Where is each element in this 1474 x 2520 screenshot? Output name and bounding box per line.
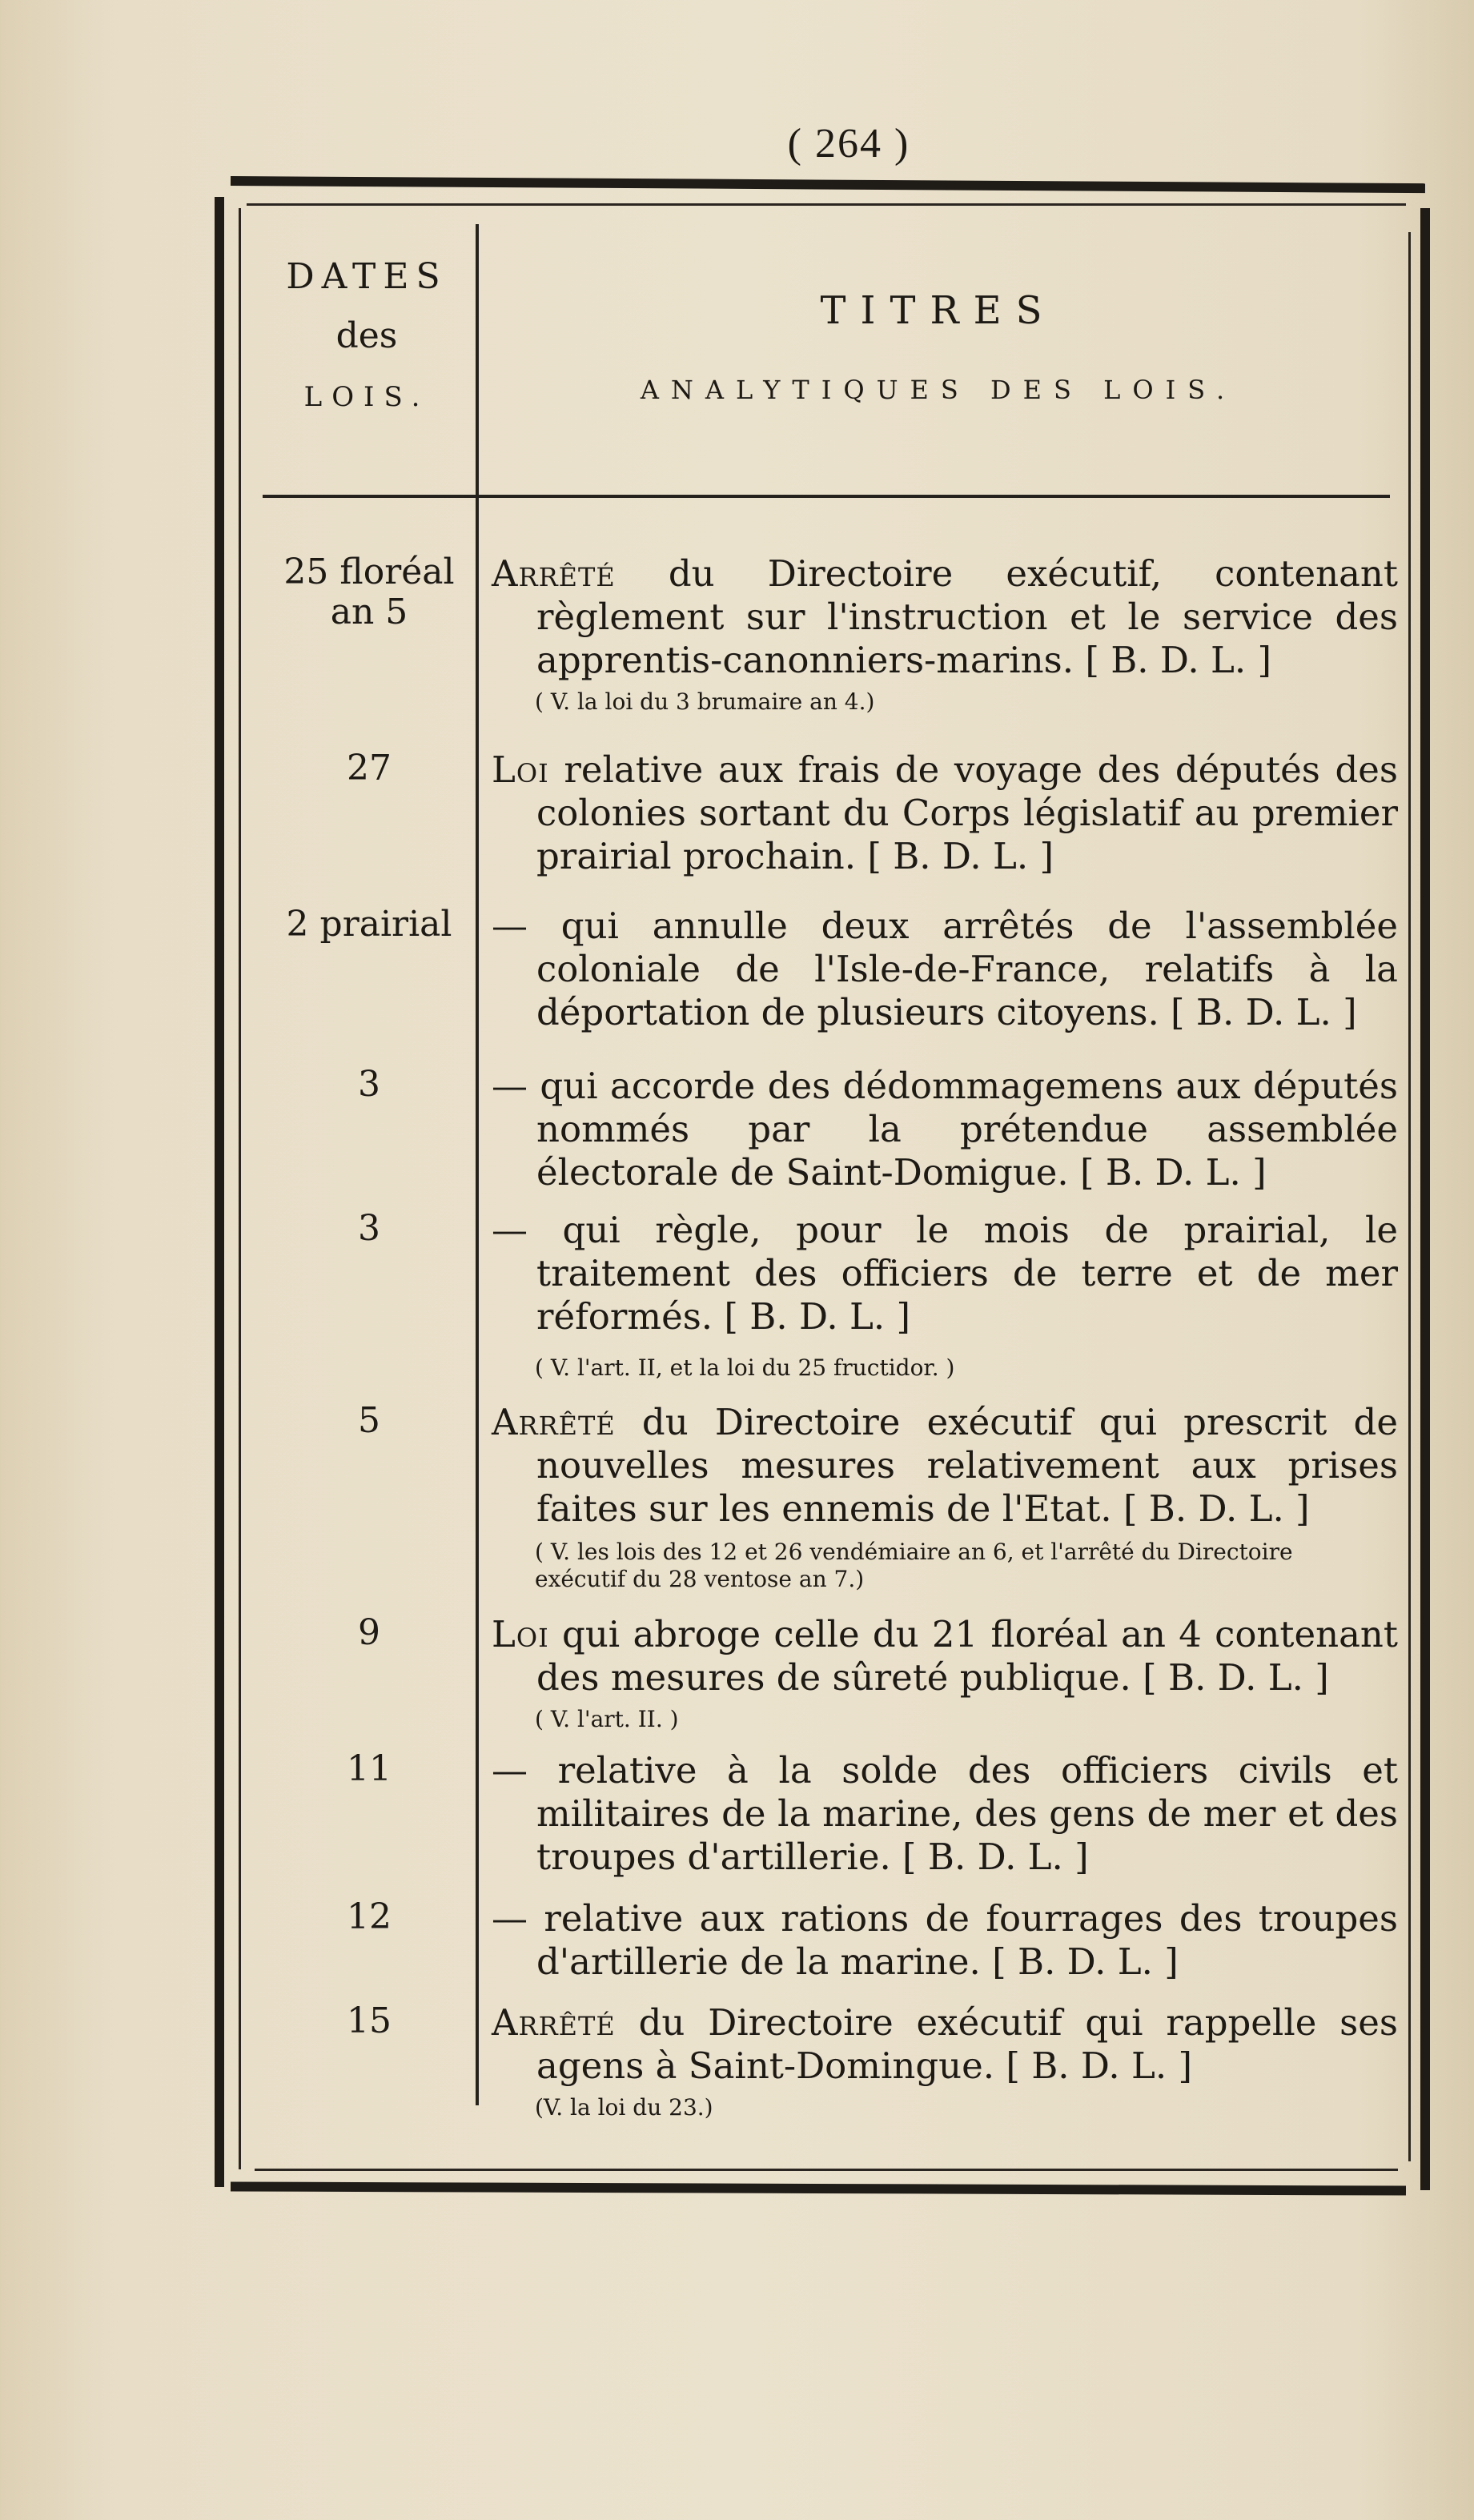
frame-rule-top [231,176,1425,193]
entry-text: — qui règle, pour le mois de prairial, le traitement des officiers de terre et de mer réformés. [ B. D. L. ] [492,1209,1398,1338]
entry-lead: Arrêté [492,2001,616,2044]
entry-date: 15 [347,2000,392,2041]
entry-title [492,2001,1398,2088]
entry-date: 25 floréal an 5 [283,552,455,632]
entry-title [492,1613,1398,1699]
entry-text: du Directoire exécutif, contenant règlement sur l'instruction et le service des apprentis-canonniers-marins. [ B. D. L. ] [536,552,1398,681]
header-rule [263,495,1390,498]
entry-title [492,1749,1398,1879]
entry-title [492,1897,1398,1984]
entry-title [492,1209,1398,1338]
entry-text: — relative à la solde des officiers civils et militaires de la marine, des gens de mer et des troupes d'artillerie. [ B. D. L. ] [492,1749,1398,1878]
header-dates-line3: LOIS. [303,381,430,413]
entry-lead: Arrêté [492,1401,616,1443]
frame-rule-bottom-thin [255,2169,1398,2171]
frame-border-right [1420,208,1430,2190]
entry-note: ( V. l'art. II. ) [535,1706,679,1732]
entry-note: ( V. la loi du 3 brumaire an 4.) [535,688,875,715]
entry-text: — qui annulle deux arrêtés de l'assemblée coloniale de l'Isle-de-France, relatifs à la déportation de plusieurs citoyens. [ B. D. L. ] [492,905,1398,1033]
header-dates [263,253,471,421]
frame-border-left-thin [239,208,241,2169]
entry-date: 5 [358,1400,380,1441]
header-dates-line1: DATES [286,256,448,297]
entry-lead: Arrêté [492,552,616,595]
entry-text: — relative aux rations de fourrages des troupes d'artillerie de la marine. [ B. D. L. ] [492,1897,1398,1983]
entry-lead: Loi [492,1613,549,1655]
entry-date: 11 [347,1748,392,1789]
entry-note: (V. la loi du 23.) [535,2094,713,2121]
entry-date: 2 prairial [286,904,452,945]
entry-date: 3 [358,1064,380,1105]
entry-lead: Loi [492,748,549,791]
entry-note: ( V. les lois des 12 et 26 vendémiaire an 6, et l'arrêté du Directoire exécutif du 28 ventose an 7.) [535,1539,1293,1592]
entry-text: — qui accorde des dédommagemens aux députés nommés par la prétendue assemblée électorale de Saint-Domigue. [ B. D. L. ] [492,1065,1398,1194]
header-titles-line1: TITRES [820,288,1057,333]
entry-text: du Directoire exécutif qui prescrit de nouvelles mesures relativement aux prises faites sur les ennemis de l'Etat. [ B. D. L. ] [536,1401,1398,1530]
entry-title [492,748,1398,878]
entry-title [492,1401,1398,1531]
column-divider [476,224,479,2105]
entry-note: ( V. l'art. II, et la loi du 25 fructidor. ) [535,1354,955,1381]
page-number: ( 264 ) [787,121,910,167]
entry-text: relative aux frais de voyage des députés des colonies sortant du Corps législatif au premier prairial prochain. [ B. D. L. ] [536,748,1398,877]
entry-title [492,552,1398,682]
header-dates-line2: des [335,315,398,356]
entry-title [492,905,1398,1034]
entry-text: du Directoire exécutif qui rappelle ses agens à Saint-Domingue. [ B. D. L. ] [536,2001,1398,2087]
frame-border-right-thin [1408,232,1411,2161]
frame-border-left [215,197,224,2187]
entry-date: 9 [358,1612,380,1653]
entry-title [492,1065,1398,1194]
entry-date: 12 [347,1896,392,1937]
entry-date: 3 [358,1208,380,1249]
header-titles-line2: ANALYTIQUES DES LOIS. [640,375,1237,405]
table-frame [215,176,1430,2193]
entry-text: qui abroge celle du 21 floréal an 4 contenant des mesures de sûreté publique. [ B. D. L. ] [536,1613,1398,1699]
frame-rule-bottom [231,2181,1406,2195]
header-titles [487,288,1390,405]
frame-rule-top-thin [247,203,1406,206]
entry-date: 27 [347,748,392,789]
